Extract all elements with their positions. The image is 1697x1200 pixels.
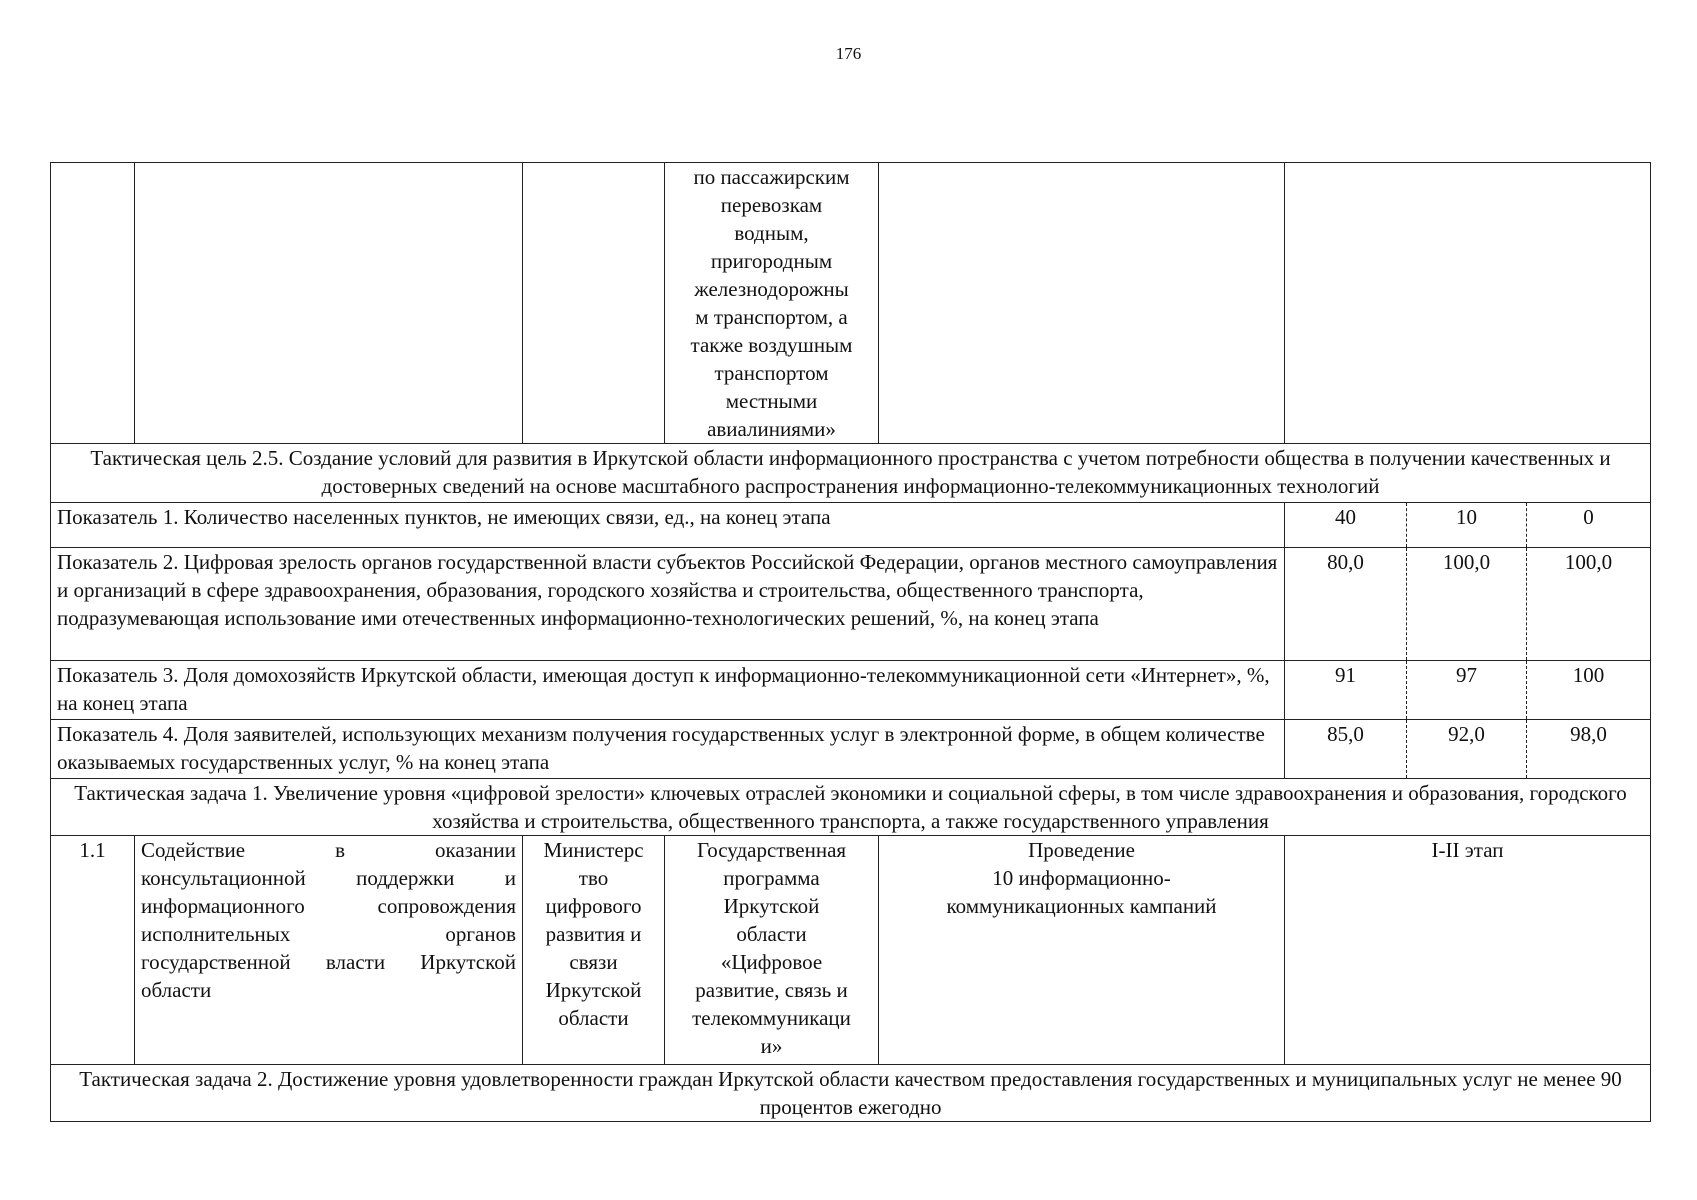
measure-executor (523, 836, 665, 1065)
measure-program (665, 836, 879, 1065)
program-line: телекоммуникаци (692, 1006, 851, 1030)
indicator-value-stage-2: 100,0 (1407, 548, 1527, 661)
program-line: развитие, связь и (695, 978, 848, 1002)
continuation-line: м транспортом, а (695, 305, 848, 329)
continuation-line: авиалиниями» (707, 417, 836, 441)
indicator-value-stage-1: 85,0 (1285, 720, 1407, 779)
empty-cell (523, 163, 665, 444)
continuation-line: местными (725, 389, 818, 413)
indicator-value-stage-3: 100,0 (1527, 548, 1651, 661)
empty-cell (1285, 163, 1651, 444)
executor-line: тво (578, 866, 609, 890)
indicator-value-stage-2: 10 (1407, 503, 1527, 548)
empty-cell (51, 163, 135, 444)
program-continuation-cell (665, 163, 879, 444)
continuation-line: железнодорожны (694, 277, 849, 301)
continuation-line: водным, (734, 221, 809, 245)
program-line: области (736, 922, 807, 946)
indicator-row (51, 720, 1651, 779)
continuation-line: перевозкам (720, 193, 823, 217)
indicator-value-stage-1: 80,0 (1285, 548, 1407, 661)
program-line: «Цифровое (720, 950, 823, 974)
result-line: коммуникационных кампаний (946, 894, 1217, 918)
indicator-value-stage-2: 97 (1407, 661, 1527, 720)
executor-line: Министерс (543, 838, 644, 862)
tactical-task-row (51, 779, 1651, 836)
result-line: 10 информационно- (992, 866, 1171, 890)
indicator-value-stage-3: 100 (1527, 661, 1651, 720)
program-line: Государственная (696, 838, 847, 862)
indicator-value-stage-3: 0 (1527, 503, 1651, 548)
result-line: Проведение (1028, 838, 1135, 862)
measure-number: 1.1 (51, 836, 135, 1065)
measure-description: Содействие в оказании консультационной поддержки и информационного сопровождения исполнительных органов государственной власти Иркутской области (135, 836, 523, 1065)
executor-line: развития и (545, 922, 642, 946)
tactical-goal: Тактическая цель 2.5. Создание условий для развития в Иркутской области информационного пространства с учетом потребности общества в получении качественных и достоверных сведений на основе масштабного распространения информационно-телекоммуникационных технологий (51, 444, 1651, 503)
page-number: 176 (835, 44, 862, 63)
indicator-value-stage-1: 91 (1285, 661, 1407, 720)
measure-row (51, 836, 1651, 1065)
indicator-value-stage-2: 92,0 (1407, 720, 1527, 779)
indicator-row (51, 548, 1651, 661)
indicator-text: Показатель 2. Цифровая зрелость органов государственной власти субъектов Российской Федерации, органов местного самоуправления и организаций в сфере здравоохранения, образования, городского хозяйства и строительства, общественного транспорта, подразумевающая использование ими отечественных информационно-технологических решений, %, на конец этапа (51, 548, 1285, 661)
program-line: Иркутской (723, 894, 820, 918)
indicator-text: Показатель 4. Доля заявителей, использующих механизм получения государственных услуг в электронной форме, в общем количестве оказываемых государственных услуг, % на конец этапа (51, 720, 1285, 779)
indicator-row (51, 661, 1651, 720)
indicator-value-stage-1: 40 (1285, 503, 1407, 548)
empty-cell (135, 163, 523, 444)
continuation-line: транспортом (714, 361, 829, 385)
executor-line: области (558, 1006, 629, 1030)
continuation-line: по пассажирским (693, 165, 850, 189)
program-line: и» (760, 1034, 783, 1058)
tactical-task-2: Тактическая задача 2. Достижение уровня удовлетворенности граждан Иркутской области качеством предоставления государственных и муниципальных услуг не менее 90 процентов ежегодно (51, 1065, 1651, 1122)
tactical-goal-row (51, 444, 1651, 503)
continuation-line: пригородным (710, 249, 833, 273)
indicator-row (51, 503, 1651, 548)
indicator-value-stage-3: 98,0 (1527, 720, 1651, 779)
measure-result (879, 836, 1285, 1065)
program-line: программа (723, 866, 820, 890)
indicator-text: Показатель 3. Доля домохозяйств Иркутской области, имеющая доступ к информационно-телекоммуникационной сети «Интернет», %, на конец этапа (51, 661, 1285, 720)
executor-line: цифрового (545, 894, 642, 918)
empty-cell (879, 163, 1285, 444)
tactical-task-row (51, 1065, 1651, 1122)
measure-stage: I-II этап (1285, 836, 1651, 1065)
executor-line: связи (569, 950, 618, 974)
executor-line: Иркутской (545, 978, 642, 1002)
continuation-row (51, 163, 1651, 444)
measures-table (50, 162, 1651, 1122)
continuation-line: также воздушным (690, 333, 853, 357)
tactical-task-1: Тактическая задача 1. Увеличение уровня «цифровой зрелости» ключевых отраслей экономики и социальной сферы, в том числе здравоохранения и образования, городского хозяйства и строительства, общественного транспорта, а также государственного управления (51, 779, 1651, 836)
indicator-text: Показатель 1. Количество населенных пунктов, не имеющих связи, ед., на конец этапа (51, 503, 1285, 548)
